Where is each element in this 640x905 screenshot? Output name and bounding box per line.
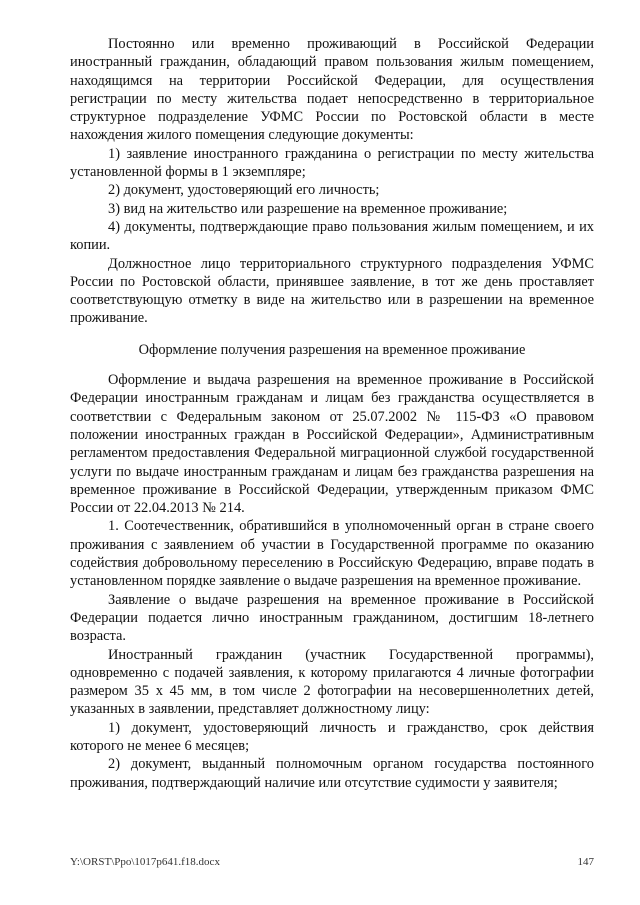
paragraph: Постоянно или временно проживающий в Российской Федерации иностранный гражданин, обладающий правом пользования жилым помещением, находящимся на территории Российской Федерации, для осуществления регистрации по месту жительства подает непосредственно в территориальное структурное подразделение УФМС России по Ростовской области в месте нахождения жилого помещения следующие документы: xyxy=(70,36,594,144)
paragraph: Должностное лицо территориального структурного подразделения УФМС России по Ростовской области, принявшее заявление, в тот же день проставляет соответствующую отметку в виде на жительство или в разрешении на временное проживание. xyxy=(70,255,594,327)
list-item: 1) документ, удостоверяющий личность и гражданство, срок действия которого не менее 6 месяцев; xyxy=(70,719,594,754)
document-body xyxy=(70,35,594,792)
section-heading: Оформление получения разрешения на временное проживание xyxy=(138,341,526,358)
list-item: 2) документ, выданный полномочным органом государства постоянного проживания, подтверждающий наличие или отсутствие судимости у заявителя; xyxy=(70,756,594,791)
list-item: 3) вид на жительство или разрешение на временное проживание; xyxy=(108,200,508,217)
paragraph: Заявление о выдаче разрешения на временное проживание в Российской Федерации подается лично иностранным гражданином, достигшим 18-летнего возраста. xyxy=(70,591,594,645)
paragraph: 1. Соотечественник, обратившийся в уполномоченный орган в стране своего проживания с заявлением об участии в Государственной программе по оказанию содействия добровольному переселению в Российскую Федерацию, вправе подать в установленном порядке заявление о выдаче разрешения на временное проживание. xyxy=(70,518,594,590)
paragraph: Оформление и выдача разрешения на временное проживание в Российской Федерации иностранным гражданам и лицам без гражданства осуществляется в соответствии с Федеральным законом от 25.07.2002 № 115-ФЗ «О правовом положении иностранных граждан в Российской Федерации», Административным регламентом предоставления Федеральной миграционной службой государственной услуги по выдаче иностранным гражданам и лицам без гражданства разрешения на временное проживание в Российской Федерации, утвержденным приказом ФМС России от 22.04.2013 № 214. xyxy=(70,372,594,517)
list-item: 4) документы, подтверждающие право пользования жилым помещением, и их копии. xyxy=(70,218,594,254)
file-path: Y:\ORST\Ppo\1017p641.f18.docx xyxy=(70,856,220,868)
list-item: 2) документ, удостоверяющий его личность; xyxy=(108,182,380,199)
page-number: 147 xyxy=(577,856,594,868)
paragraph: Иностранный гражданин (участник Государственной программы), одновременно с подачей заявления, к которому прилагаются 4 личные фотографии размером 35 х 45 мм, в том числе 2 фотографии на несовершеннолетних детей, указанных в заявлении, представляет должностному лицу: xyxy=(70,646,594,718)
list-item: 1) заявление иностранного гражданина о регистрации по месту жительства установленной формы в 1 экземпляре; xyxy=(70,145,594,181)
page-footer xyxy=(70,855,594,871)
